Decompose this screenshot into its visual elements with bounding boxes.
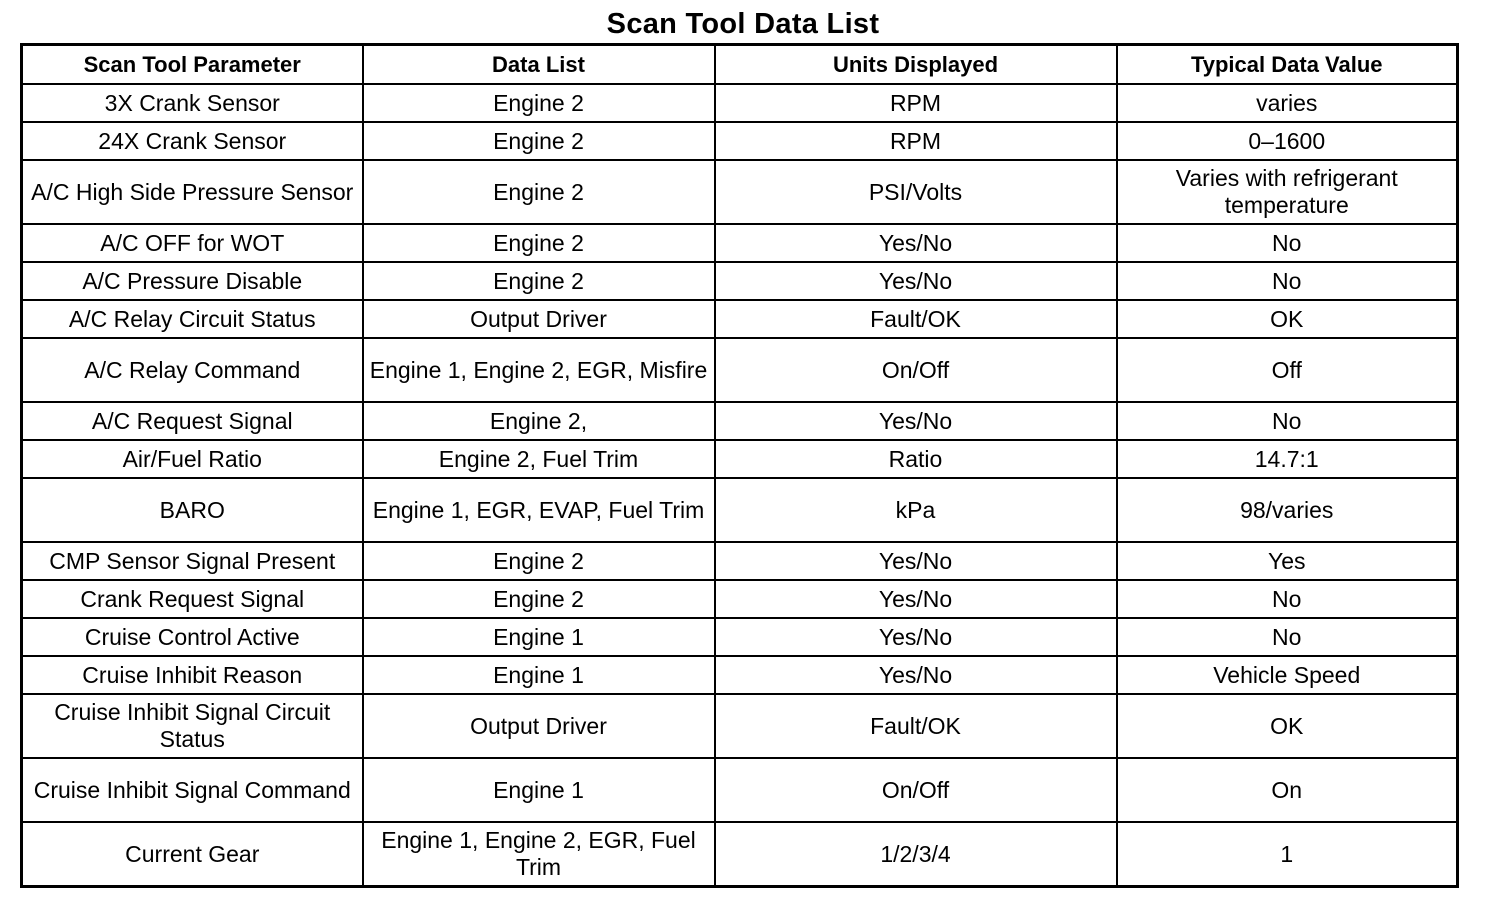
table-row <box>22 300 1458 338</box>
cell-typical-value: varies <box>1117 84 1458 122</box>
cell-units: Fault/OK <box>715 300 1117 338</box>
cell-units: 1/2/3/4 <box>715 822 1117 887</box>
cell-parameter: A/C High Side Pressure Sensor <box>22 160 363 224</box>
cell-units: On/Off <box>715 338 1117 402</box>
cell-data-list: Engine 2, Fuel Trim <box>363 440 715 478</box>
cell-parameter: Cruise Control Active <box>22 618 363 656</box>
column-header-typical-value: Typical Data Value <box>1117 45 1458 85</box>
column-header-units: Units Displayed <box>715 45 1117 85</box>
cell-typical-value: 14.7:1 <box>1117 440 1458 478</box>
table-row <box>22 618 1458 656</box>
cell-units: Fault/OK <box>715 694 1117 758</box>
table-row <box>22 122 1458 160</box>
cell-typical-value: No <box>1117 580 1458 618</box>
cell-data-list: Engine 2 <box>363 160 715 224</box>
table-row <box>22 758 1458 822</box>
cell-units: Yes/No <box>715 618 1117 656</box>
cell-parameter: 24X Crank Sensor <box>22 122 363 160</box>
cell-typical-value: OK <box>1117 300 1458 338</box>
cell-units: On/Off <box>715 758 1117 822</box>
cell-data-list: Output Driver <box>363 300 715 338</box>
cell-data-list: Output Driver <box>363 694 715 758</box>
cell-data-list: Engine 2 <box>363 580 715 618</box>
cell-data-list: Engine 2 <box>363 224 715 262</box>
cell-parameter: Cruise Inhibit Signal Circuit Status <box>22 694 363 758</box>
cell-parameter: CMP Sensor Signal Present <box>22 542 363 580</box>
cell-typical-value: 1 <box>1117 822 1458 887</box>
cell-units: kPa <box>715 478 1117 542</box>
cell-units: Ratio <box>715 440 1117 478</box>
cell-typical-value: No <box>1117 224 1458 262</box>
table-row <box>22 440 1458 478</box>
cell-units: Yes/No <box>715 402 1117 440</box>
cell-data-list: Engine 2, <box>363 402 715 440</box>
cell-parameter: A/C Request Signal <box>22 402 363 440</box>
cell-typical-value: No <box>1117 262 1458 300</box>
cell-parameter: A/C Relay Circuit Status <box>22 300 363 338</box>
cell-typical-value: No <box>1117 402 1458 440</box>
cell-typical-value: 98/varies <box>1117 478 1458 542</box>
cell-typical-value: Yes <box>1117 542 1458 580</box>
cell-parameter: BARO <box>22 478 363 542</box>
cell-parameter: Cruise Inhibit Reason <box>22 656 363 694</box>
table-row <box>22 694 1458 758</box>
table-row <box>22 338 1458 402</box>
cell-parameter: Air/Fuel Ratio <box>22 440 363 478</box>
cell-typical-value: OK <box>1117 694 1458 758</box>
cell-units: RPM <box>715 84 1117 122</box>
cell-units: Yes/No <box>715 580 1117 618</box>
table-row <box>22 542 1458 580</box>
cell-units: Yes/No <box>715 262 1117 300</box>
cell-typical-value: On <box>1117 758 1458 822</box>
cell-data-list: Engine 1 <box>363 618 715 656</box>
cell-parameter: 3X Crank Sensor <box>22 84 363 122</box>
cell-data-list: Engine 1 <box>363 656 715 694</box>
cell-units: Yes/No <box>715 656 1117 694</box>
table-row <box>22 84 1458 122</box>
table-row <box>22 262 1458 300</box>
cell-parameter: Crank Request Signal <box>22 580 363 618</box>
cell-units: RPM <box>715 122 1117 160</box>
cell-typical-value: Varies with refrigerant temperature <box>1117 160 1458 224</box>
cell-data-list: Engine 1, EGR, EVAP, Fuel Trim <box>363 478 715 542</box>
table-row <box>22 224 1458 262</box>
table-row <box>22 822 1458 887</box>
cell-parameter: A/C OFF for WOT <box>22 224 363 262</box>
cell-parameter: Cruise Inhibit Signal Command <box>22 758 363 822</box>
table-header-row <box>22 45 1458 85</box>
cell-units: PSI/Volts <box>715 160 1117 224</box>
cell-parameter: Current Gear <box>22 822 363 887</box>
cell-typical-value: Off <box>1117 338 1458 402</box>
cell-parameter: A/C Relay Command <box>22 338 363 402</box>
cell-data-list: Engine 2 <box>363 84 715 122</box>
cell-data-list: Engine 2 <box>363 262 715 300</box>
cell-typical-value: No <box>1117 618 1458 656</box>
page-title: Scan Tool Data List <box>606 8 880 40</box>
column-header-data-list: Data List <box>363 45 715 85</box>
cell-units: Yes/No <box>715 224 1117 262</box>
cell-parameter: A/C Pressure Disable <box>22 262 363 300</box>
cell-typical-value: Vehicle Speed <box>1117 656 1458 694</box>
cell-typical-value: 0–1600 <box>1117 122 1458 160</box>
cell-data-list: Engine 2 <box>363 542 715 580</box>
table-row <box>22 402 1458 440</box>
cell-data-list: Engine 2 <box>363 122 715 160</box>
table-row <box>22 478 1458 542</box>
table-row <box>22 656 1458 694</box>
table-row <box>22 160 1458 224</box>
column-header-parameter: Scan Tool Parameter <box>22 45 363 85</box>
cell-data-list: Engine 1 <box>363 758 715 822</box>
cell-units: Yes/No <box>715 542 1117 580</box>
cell-data-list: Engine 1, Engine 2, EGR, Fuel Trim <box>363 822 715 887</box>
table-row <box>22 580 1458 618</box>
scan-tool-data-table <box>20 43 1459 888</box>
cell-data-list: Engine 1, Engine 2, EGR, Misfire <box>363 338 715 402</box>
